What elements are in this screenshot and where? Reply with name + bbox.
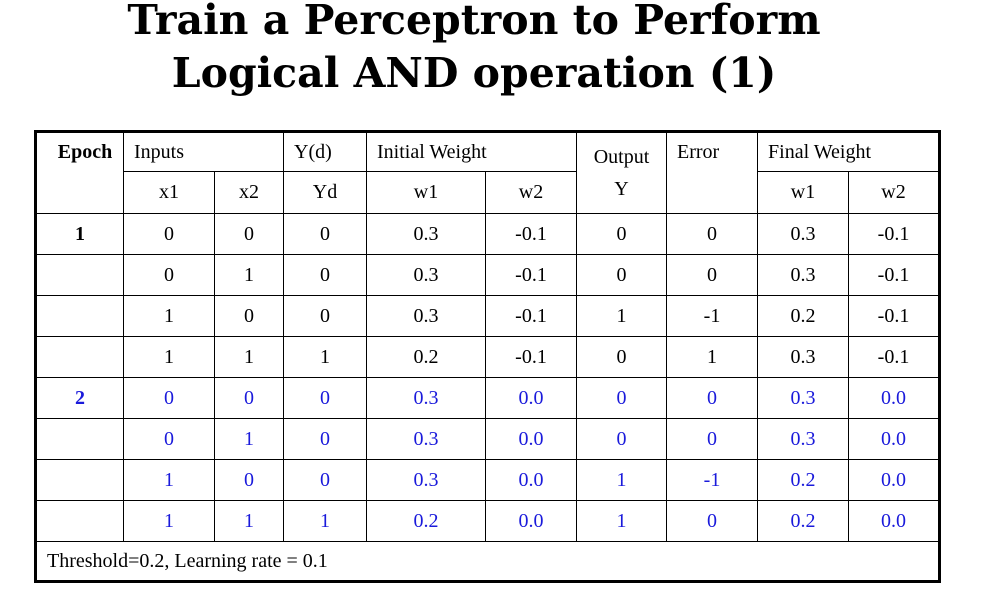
subheader-row: [36, 172, 940, 214]
title-line-1: Train a Perceptron to Perform: [127, 0, 821, 44]
epoch-cell: [36, 255, 124, 296]
perceptron-training-table: [34, 130, 941, 583]
table-row: [36, 255, 940, 296]
x2-cell: 0: [215, 214, 284, 255]
epoch-cell: [36, 296, 124, 337]
table-row: [36, 501, 940, 542]
footer-row: [36, 542, 940, 582]
output-cell: 0: [577, 337, 667, 378]
table-row: [36, 419, 940, 460]
output-cell: 0: [577, 255, 667, 296]
training-parameters-note: Threshold=0.2, Learning rate = 0.1: [36, 542, 940, 582]
output-header: [577, 132, 667, 214]
x2-cell: 0: [215, 296, 284, 337]
x2-cell: 1: [215, 337, 284, 378]
w2-initial-subheader: w2: [486, 172, 577, 214]
table-row: [36, 460, 940, 501]
table-row: [36, 378, 940, 419]
w1-initial-cell: 0.2: [367, 337, 486, 378]
error-cell: -1: [667, 460, 758, 501]
x1-cell: 0: [124, 255, 215, 296]
w1-final-cell: 0.3: [758, 378, 849, 419]
w2-final-cell: 0.0: [849, 378, 940, 419]
w1-initial-cell: 0.2: [367, 501, 486, 542]
initial-weight-header: Initial Weight: [367, 132, 577, 172]
x1-cell: 0: [124, 378, 215, 419]
w1-final-cell: 0.2: [758, 296, 849, 337]
w1-final-subheader: w1: [758, 172, 849, 214]
error-cell: 1: [667, 337, 758, 378]
x2-cell: 1: [215, 501, 284, 542]
w2-initial-cell: 0.0: [486, 460, 577, 501]
error-cell: 0: [667, 214, 758, 255]
w1-initial-cell: 0.3: [367, 419, 486, 460]
yd-cell: 0: [284, 296, 367, 337]
output-cell: 0: [577, 419, 667, 460]
yd-cell: 0: [284, 460, 367, 501]
x1-subheader: x1: [124, 172, 215, 214]
epoch-cell: 1: [36, 214, 124, 255]
w1-final-cell: 0.3: [758, 337, 849, 378]
w2-final-cell: 0.0: [849, 460, 940, 501]
w2-final-cell: -0.1: [849, 296, 940, 337]
w1-initial-cell: 0.3: [367, 460, 486, 501]
error-cell: 0: [667, 501, 758, 542]
w2-final-cell: -0.1: [849, 255, 940, 296]
x1-cell: 1: [124, 337, 215, 378]
x2-cell: 0: [215, 460, 284, 501]
w1-initial-cell: 0.3: [367, 214, 486, 255]
w2-initial-cell: -0.1: [486, 214, 577, 255]
table-row: [36, 337, 940, 378]
epoch-cell: [36, 501, 124, 542]
error-cell: 0: [667, 378, 758, 419]
w2-final-cell: 0.0: [849, 501, 940, 542]
yd-cell: 1: [284, 337, 367, 378]
x2-subheader: x2: [215, 172, 284, 214]
final-weight-header: Final Weight: [758, 132, 940, 172]
w1-final-cell: 0.2: [758, 501, 849, 542]
output-cell: 1: [577, 460, 667, 501]
header-row: [36, 132, 940, 172]
yd-cell: 1: [284, 501, 367, 542]
x1-cell: 1: [124, 296, 215, 337]
error-cell: -1: [667, 296, 758, 337]
epoch-header: Epoch: [36, 132, 124, 214]
error-cell: 0: [667, 419, 758, 460]
w2-initial-cell: -0.1: [486, 337, 577, 378]
w1-initial-subheader: w1: [367, 172, 486, 214]
output-header-line-1: Output: [593, 146, 650, 168]
w1-final-cell: 0.3: [758, 255, 849, 296]
yd-cell: 0: [284, 419, 367, 460]
x2-cell: 1: [215, 255, 284, 296]
w2-initial-cell: -0.1: [486, 296, 577, 337]
output-cell: 0: [577, 214, 667, 255]
x1-cell: 0: [124, 214, 215, 255]
x2-cell: 1: [215, 419, 284, 460]
epoch-cell: [36, 419, 124, 460]
w2-initial-cell: 0.0: [486, 501, 577, 542]
output-cell: 1: [577, 501, 667, 542]
w1-initial-cell: 0.3: [367, 378, 486, 419]
w1-final-cell: 0.2: [758, 460, 849, 501]
w1-final-cell: 0.3: [758, 419, 849, 460]
x1-cell: 1: [124, 460, 215, 501]
output-cell: 1: [577, 296, 667, 337]
w1-initial-cell: 0.3: [367, 255, 486, 296]
title-line-2: Logical AND operation (1): [171, 49, 777, 97]
epoch-cell: [36, 460, 124, 501]
w2-initial-cell: 0.0: [486, 378, 577, 419]
output-header-line-2: Y: [614, 178, 629, 200]
w1-final-cell: 0.3: [758, 214, 849, 255]
x2-cell: 0: [215, 378, 284, 419]
yd-subheader: Yd: [284, 172, 367, 214]
yd-group-header: Y(d): [284, 132, 367, 172]
w2-final-subheader: w2: [849, 172, 940, 214]
w2-final-cell: -0.1: [849, 337, 940, 378]
w2-final-cell: -0.1: [849, 214, 940, 255]
error-header: Error: [667, 132, 758, 214]
yd-cell: 0: [284, 214, 367, 255]
x1-cell: 0: [124, 419, 215, 460]
table-row: [36, 296, 940, 337]
inputs-header: Inputs: [124, 132, 284, 172]
w2-final-cell: 0.0: [849, 419, 940, 460]
slide-title: [0, 0, 948, 100]
x1-cell: 1: [124, 501, 215, 542]
epoch-cell: [36, 337, 124, 378]
error-cell: 0: [667, 255, 758, 296]
yd-cell: 0: [284, 255, 367, 296]
table-row: [36, 214, 940, 255]
output-cell: 0: [577, 378, 667, 419]
epoch-cell: 2: [36, 378, 124, 419]
yd-cell: 0: [284, 378, 367, 419]
w2-initial-cell: -0.1: [486, 255, 577, 296]
w1-initial-cell: 0.3: [367, 296, 486, 337]
w2-initial-cell: 0.0: [486, 419, 577, 460]
